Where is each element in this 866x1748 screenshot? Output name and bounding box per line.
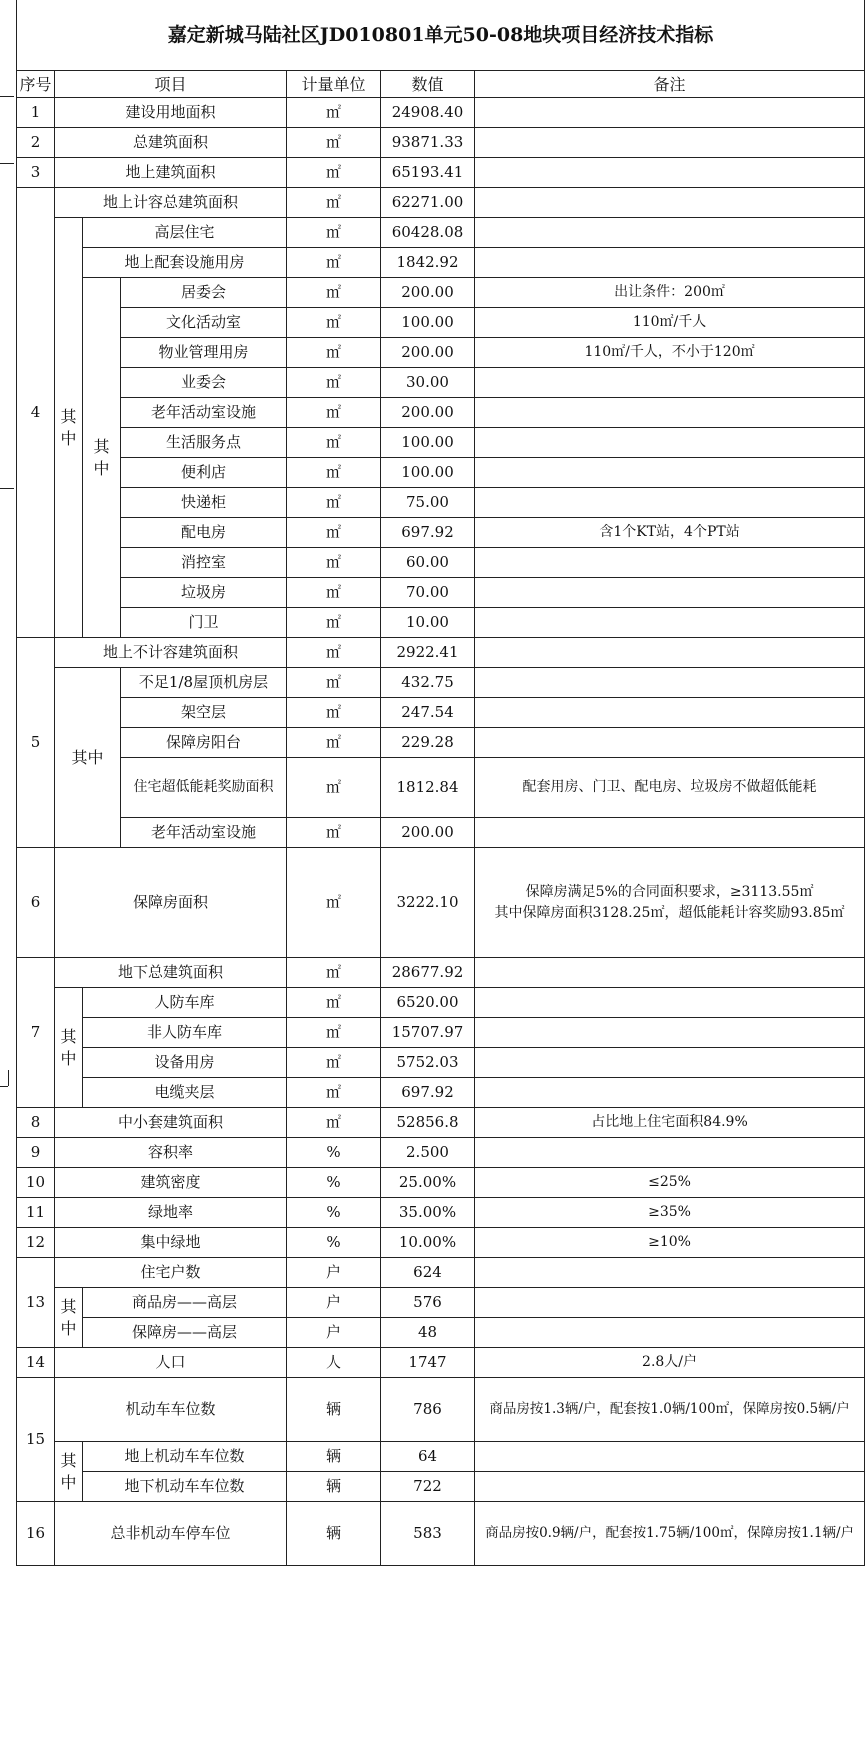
- row-unit: 户: [287, 1288, 381, 1318]
- row-item: 地上建筑面积: [55, 158, 287, 188]
- row-item: 人防车库: [83, 988, 287, 1018]
- row-note: [475, 128, 865, 158]
- row-note: [475, 1048, 865, 1078]
- row-no: 15: [17, 1378, 55, 1502]
- table-row: [17, 818, 865, 848]
- row-unit: ㎡: [287, 428, 381, 458]
- row-note: 配套用房、门卫、配电房、垃圾房不做超低能耗: [475, 758, 865, 818]
- row-item: 总建筑面积: [55, 128, 287, 158]
- table-row: [17, 518, 865, 548]
- row-unit: 户: [287, 1318, 381, 1348]
- table-row: [17, 1258, 865, 1288]
- row-unit: ㎡: [287, 368, 381, 398]
- row-item: 架空层: [121, 698, 287, 728]
- row-unit: ㎡: [287, 518, 381, 548]
- header-note: 备注: [475, 71, 865, 98]
- row-note: 含1个KT站，4个PT站: [475, 518, 865, 548]
- row-note: [475, 248, 865, 278]
- row-unit: ㎡: [287, 958, 381, 988]
- row-unit: %: [287, 1198, 381, 1228]
- row-note: [475, 1258, 865, 1288]
- table-row: [17, 958, 865, 988]
- table-row: [17, 668, 865, 698]
- row-unit: ㎡: [287, 488, 381, 518]
- row-item: 消控室: [121, 548, 287, 578]
- row-value: 6520.00: [381, 988, 475, 1018]
- row-unit: %: [287, 1168, 381, 1198]
- row-item: 保障房面积: [55, 848, 287, 958]
- row-value: 60428.08: [381, 218, 475, 248]
- header-item: 项目: [55, 71, 287, 98]
- sub-label-text: 其中: [60, 1026, 77, 1068]
- row-value: 1842.92: [381, 248, 475, 278]
- row-unit: ㎡: [287, 818, 381, 848]
- row-value: 786: [381, 1378, 475, 1442]
- row-unit: 户: [287, 1258, 381, 1288]
- row-unit: ㎡: [287, 1018, 381, 1048]
- row-no: 1: [17, 98, 55, 128]
- row-unit: ㎡: [287, 638, 381, 668]
- row-note: [475, 98, 865, 128]
- table-title: 嘉定新城马陆社区JD010801单元50-08地块项目经济技术指标: [17, 0, 865, 71]
- row-item: 物业管理用房: [121, 338, 287, 368]
- row-value: 722: [381, 1472, 475, 1502]
- row-value: 25.00%: [381, 1168, 475, 1198]
- row-value: 48: [381, 1318, 475, 1348]
- table-row: [17, 1168, 865, 1198]
- row-note: [475, 458, 865, 488]
- row-note: [475, 488, 865, 518]
- row-item: 设备用房: [83, 1048, 287, 1078]
- sub-label-4b: [83, 278, 121, 638]
- row-value: 200.00: [381, 398, 475, 428]
- table-row: [17, 1318, 865, 1348]
- row-value: 583: [381, 1502, 475, 1566]
- sub-label-5: 其中: [55, 668, 121, 848]
- row-value: 60.00: [381, 548, 475, 578]
- row-value: 200.00: [381, 278, 475, 308]
- margin-mark: [0, 96, 14, 97]
- row-unit: ㎡: [287, 988, 381, 1018]
- row-unit: ㎡: [287, 758, 381, 818]
- row-no: 13: [17, 1258, 55, 1348]
- row-value: 1747: [381, 1348, 475, 1378]
- table-row: [17, 578, 865, 608]
- row-item: 保障房阳台: [121, 728, 287, 758]
- table-row: [17, 848, 865, 958]
- table-row: [17, 1502, 865, 1566]
- sub-label-text: 其中: [60, 1296, 77, 1338]
- row-item: 住宅户数: [55, 1258, 287, 1288]
- table-row: [17, 458, 865, 488]
- row-note: 商品房按1.3辆/户，配套按1.0辆/100㎡，保障房按0.5辆/户: [475, 1378, 865, 1442]
- margin-mark: [0, 488, 14, 489]
- row-item: 电缆夹层: [83, 1078, 287, 1108]
- row-item: 商品房——高层: [83, 1288, 287, 1318]
- row-unit: ㎡: [287, 278, 381, 308]
- row-item: 集中绿地: [55, 1228, 287, 1258]
- row-value: 28677.92: [381, 958, 475, 988]
- row-unit: ㎡: [287, 398, 381, 428]
- table-row: [17, 1378, 865, 1442]
- row-item: 人口: [55, 1348, 287, 1378]
- margin-mark: [8, 1070, 9, 1086]
- row-value: 35.00%: [381, 1198, 475, 1228]
- table-row: [17, 158, 865, 188]
- row-value: 24908.40: [381, 98, 475, 128]
- row-value: 200.00: [381, 338, 475, 368]
- row-unit: ㎡: [287, 218, 381, 248]
- row-item: 机动车车位数: [55, 1378, 287, 1442]
- row-item: 文化活动室: [121, 308, 287, 338]
- row-note: [475, 1442, 865, 1472]
- table-row: [17, 1472, 865, 1502]
- row-note: [475, 848, 865, 958]
- row-value: 10.00%: [381, 1228, 475, 1258]
- row-item: 门卫: [121, 608, 287, 638]
- row-unit: ㎡: [287, 98, 381, 128]
- row-no: 9: [17, 1138, 55, 1168]
- table-row: [17, 428, 865, 458]
- table-row: [17, 98, 865, 128]
- row-note: 商品房按0.9辆/户，配套按1.75辆/100㎡，保障房按1.1辆/户: [475, 1502, 865, 1566]
- row-note: [475, 638, 865, 668]
- sub-label-text: 其中: [60, 406, 77, 448]
- row-unit: 辆: [287, 1502, 381, 1566]
- row-note: [475, 158, 865, 188]
- sub-label-13: [55, 1288, 83, 1348]
- table-row: [17, 1138, 865, 1168]
- row-item: 居委会: [121, 278, 287, 308]
- sub-label-text: 其中: [93, 436, 110, 478]
- row-item: 地上计容总建筑面积: [55, 188, 287, 218]
- row-unit: ㎡: [287, 728, 381, 758]
- table-row: [17, 278, 865, 308]
- row-item: 地下机动车车位数: [83, 1472, 287, 1502]
- row-item: 住宅超低能耗奖励面积: [121, 758, 287, 818]
- sub-label-15: [55, 1442, 83, 1502]
- table-row: [17, 698, 865, 728]
- row-note: 110㎡/千人: [475, 308, 865, 338]
- table-row: [17, 1078, 865, 1108]
- header-row: [17, 71, 865, 98]
- row-item: 便利店: [121, 458, 287, 488]
- row-unit: ㎡: [287, 1078, 381, 1108]
- row-no: 14: [17, 1348, 55, 1378]
- row-value: 697.92: [381, 1078, 475, 1108]
- row-note: [475, 608, 865, 638]
- row-value: 62271.00: [381, 188, 475, 218]
- row-unit: ㎡: [287, 848, 381, 958]
- row-value: 30.00: [381, 368, 475, 398]
- row-value: 64: [381, 1442, 475, 1472]
- row-note: [475, 188, 865, 218]
- header-no: 序号: [17, 71, 55, 98]
- row-value: 100.00: [381, 458, 475, 488]
- row-note: ≥35%: [475, 1198, 865, 1228]
- row-no: 8: [17, 1108, 55, 1138]
- row-no: 16: [17, 1502, 55, 1566]
- row-unit: 人: [287, 1348, 381, 1378]
- row-note: [475, 988, 865, 1018]
- row-unit: ㎡: [287, 158, 381, 188]
- row-value: 2922.41: [381, 638, 475, 668]
- row-note: [475, 548, 865, 578]
- header-value: 数值: [381, 71, 475, 98]
- row-note: 出让条件：200㎡: [475, 278, 865, 308]
- table-row: [17, 128, 865, 158]
- row-note: [475, 1288, 865, 1318]
- row-unit: ㎡: [287, 1048, 381, 1078]
- table-row: [17, 308, 865, 338]
- row-item: 老年活动室设施: [121, 398, 287, 428]
- row-note-line: 其中保障房面积3128.25㎡，超低能耗计容奖励93.85㎡: [494, 904, 845, 921]
- row-item: 保障房——高层: [83, 1318, 287, 1348]
- table-row: [17, 1018, 865, 1048]
- row-value: 5752.03: [381, 1048, 475, 1078]
- table-row: [17, 338, 865, 368]
- row-value: 15707.97: [381, 1018, 475, 1048]
- row-item: 地下总建筑面积: [55, 958, 287, 988]
- row-note: [475, 698, 865, 728]
- row-value: 75.00: [381, 488, 475, 518]
- row-unit: ㎡: [287, 458, 381, 488]
- row-note: [475, 1138, 865, 1168]
- row-item: 老年活动室设施: [121, 818, 287, 848]
- row-item: 高层住宅: [83, 218, 287, 248]
- row-no: 12: [17, 1228, 55, 1258]
- row-item: 不足1/8屋顶机房层: [121, 668, 287, 698]
- row-value: 2.500: [381, 1138, 475, 1168]
- row-item: 总非机动车停车位: [55, 1502, 287, 1566]
- row-item: 地上配套设施用房: [83, 248, 287, 278]
- row-unit: ㎡: [287, 338, 381, 368]
- row-note-line: 保障房满足5%的合同面积要求，≥3113.55㎡: [525, 883, 814, 900]
- row-item: 生活服务点: [121, 428, 287, 458]
- table-row: [17, 548, 865, 578]
- row-unit: %: [287, 1138, 381, 1168]
- row-unit: ㎡: [287, 188, 381, 218]
- row-unit: ㎡: [287, 698, 381, 728]
- row-no: 10: [17, 1168, 55, 1198]
- row-value: 432.75: [381, 668, 475, 698]
- table-row: [17, 1348, 865, 1378]
- row-note: [475, 398, 865, 428]
- table-row: [17, 638, 865, 668]
- row-unit: ㎡: [287, 578, 381, 608]
- row-no: 11: [17, 1198, 55, 1228]
- row-item: 建设用地面积: [55, 98, 287, 128]
- economic-indicators-table: [16, 0, 865, 1566]
- row-value: 65193.41: [381, 158, 475, 188]
- row-no: 5: [17, 638, 55, 848]
- table-row: [17, 218, 865, 248]
- row-note: 占比地上住宅面积84.9%: [475, 1108, 865, 1138]
- row-unit: ㎡: [287, 128, 381, 158]
- row-item: 快递柜: [121, 488, 287, 518]
- sub-label-text: 其中: [60, 1450, 77, 1492]
- row-value: 10.00: [381, 608, 475, 638]
- row-no: 3: [17, 158, 55, 188]
- row-value: 100.00: [381, 308, 475, 338]
- row-item: 配电房: [121, 518, 287, 548]
- table-row: [17, 608, 865, 638]
- table-row: [17, 1228, 865, 1258]
- row-unit: ㎡: [287, 248, 381, 278]
- row-unit: ㎡: [287, 608, 381, 638]
- table-row: [17, 728, 865, 758]
- row-item: 地上机动车车位数: [83, 1442, 287, 1472]
- row-note: [475, 1318, 865, 1348]
- row-note: ≤25%: [475, 1168, 865, 1198]
- table-row: [17, 1048, 865, 1078]
- row-value: 247.54: [381, 698, 475, 728]
- table-row: [17, 1442, 865, 1472]
- row-note: [475, 1472, 865, 1502]
- row-value: 52856.8: [381, 1108, 475, 1138]
- row-note: [475, 1078, 865, 1108]
- sub-label-4: [55, 218, 83, 638]
- row-unit: ㎡: [287, 1108, 381, 1138]
- row-item: 业委会: [121, 368, 287, 398]
- row-unit: 辆: [287, 1442, 381, 1472]
- row-value: 576: [381, 1288, 475, 1318]
- row-note: 110㎡/千人，不小于120㎡: [475, 338, 865, 368]
- table-row: [17, 758, 865, 818]
- row-unit: ㎡: [287, 668, 381, 698]
- row-value: 1812.84: [381, 758, 475, 818]
- row-note: [475, 958, 865, 988]
- row-item: 中小套建筑面积: [55, 1108, 287, 1138]
- row-value: 3222.10: [381, 848, 475, 958]
- row-note: 2.8人/户: [475, 1348, 865, 1378]
- table-row: [17, 1108, 865, 1138]
- row-note: [475, 428, 865, 458]
- row-unit: %: [287, 1228, 381, 1258]
- row-item: 容积率: [55, 1138, 287, 1168]
- row-value: 93871.33: [381, 128, 475, 158]
- table-row: [17, 368, 865, 398]
- row-no: 2: [17, 128, 55, 158]
- table-row: [17, 988, 865, 1018]
- row-item: 建筑密度: [55, 1168, 287, 1198]
- row-note: [475, 728, 865, 758]
- row-note: [475, 668, 865, 698]
- row-value: 624: [381, 1258, 475, 1288]
- sub-label-7: [55, 988, 83, 1108]
- table-row: [17, 488, 865, 518]
- row-note: [475, 368, 865, 398]
- row-note: ≥10%: [475, 1228, 865, 1258]
- row-value: 70.00: [381, 578, 475, 608]
- margin-mark: [0, 1086, 8, 1087]
- row-item: 非人防车库: [83, 1018, 287, 1048]
- row-note: [475, 818, 865, 848]
- row-note: [475, 218, 865, 248]
- row-value: 100.00: [381, 428, 475, 458]
- row-item: 绿地率: [55, 1198, 287, 1228]
- row-no: 6: [17, 848, 55, 958]
- row-unit: ㎡: [287, 308, 381, 338]
- row-value: 229.28: [381, 728, 475, 758]
- table-row: [17, 188, 865, 218]
- row-note: [475, 578, 865, 608]
- row-note: [475, 1018, 865, 1048]
- table-row: [17, 1288, 865, 1318]
- row-unit: ㎡: [287, 548, 381, 578]
- row-value: 697.92: [381, 518, 475, 548]
- row-unit: 辆: [287, 1472, 381, 1502]
- margin-mark: [0, 163, 14, 164]
- table-row: [17, 1198, 865, 1228]
- row-no: 7: [17, 958, 55, 1108]
- table-row: [17, 398, 865, 428]
- table-row: [17, 248, 865, 278]
- header-unit: 计量单位: [287, 71, 381, 98]
- row-value: 200.00: [381, 818, 475, 848]
- row-item: 地上不计容建筑面积: [55, 638, 287, 668]
- row-unit: 辆: [287, 1378, 381, 1442]
- row-item: 垃圾房: [121, 578, 287, 608]
- row-no: 4: [17, 188, 55, 638]
